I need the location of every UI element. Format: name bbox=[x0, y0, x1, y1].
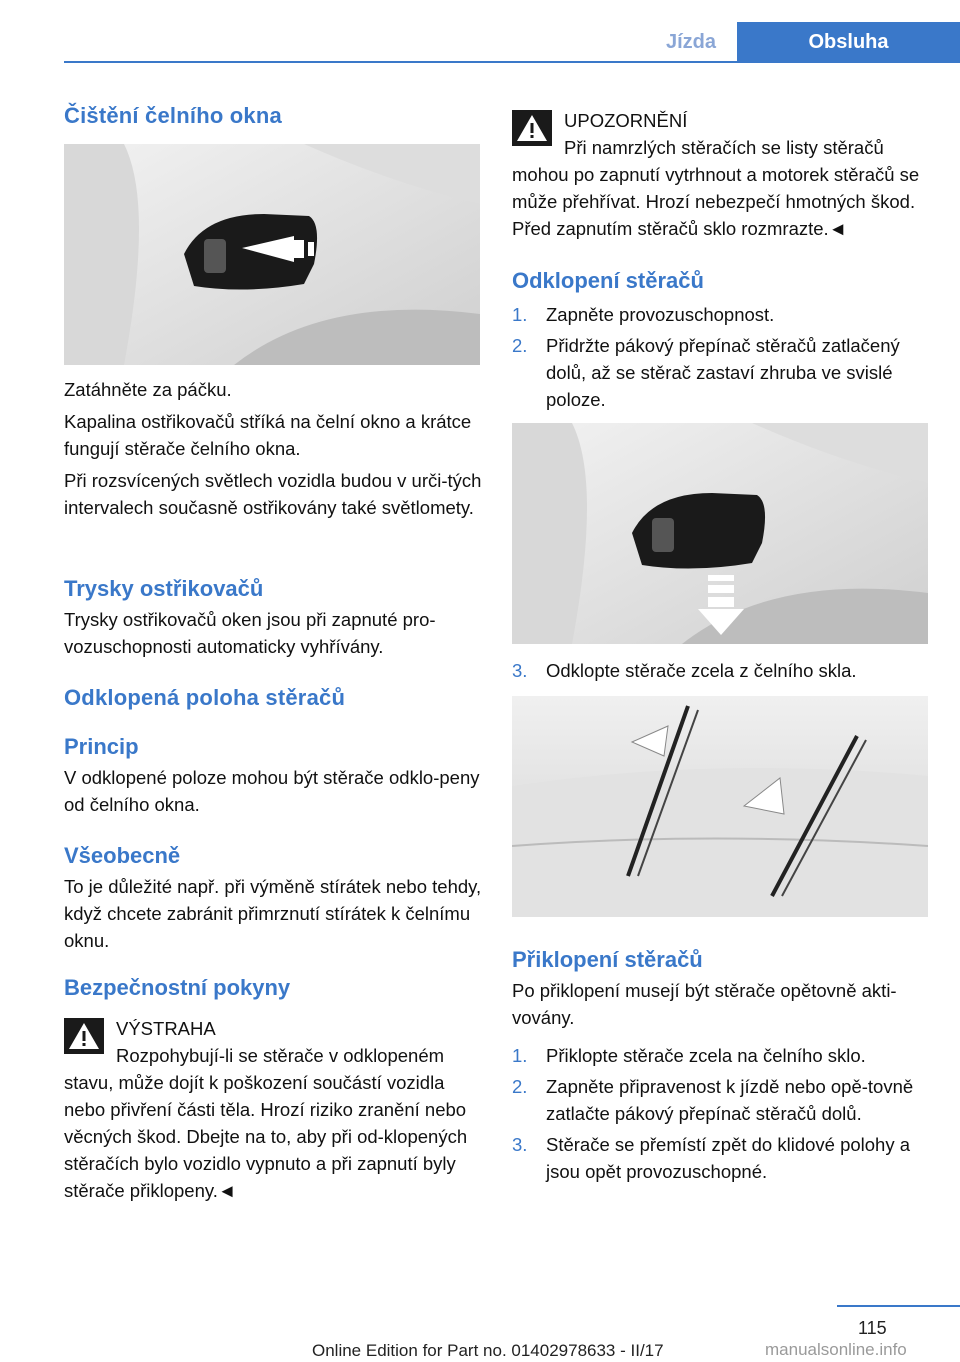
section-title-fold-out: Odklopení stěračů bbox=[512, 268, 704, 293]
section-title-principle: Princip bbox=[64, 734, 139, 759]
warning-label: VÝSTRAHA bbox=[116, 1018, 216, 1039]
tab-obsluha[interactable]: Obsluha bbox=[737, 22, 960, 63]
section-title-fold-in: Přiklopení stěračů bbox=[512, 947, 703, 972]
steps-fold-in bbox=[512, 1042, 930, 1185]
watermark: manualsonline.info bbox=[765, 1340, 907, 1359]
paragraph-pull-lever: Zatáhněte za páčku. bbox=[64, 379, 232, 400]
tab-jizda[interactable]: Jízda bbox=[645, 22, 737, 63]
footer-rule bbox=[837, 1305, 960, 1307]
header-rule bbox=[64, 61, 960, 63]
paragraph-nozzles: Trysky ostřikovačů oken jsou při zapnuté pro-vozuschopnosti automaticky vyhřívány. bbox=[64, 609, 436, 657]
list-item: 1. Přiklopte stěrače zcela na čelního sklo. bbox=[512, 1045, 866, 1066]
page-number: 115 bbox=[858, 1318, 887, 1338]
footer-edition: Online Edition for Part no. 01402978633 - II/17 bbox=[312, 1341, 664, 1360]
list-item: 2. Zapněte připravenost k jízdě nebo opě-tovně zatlačte pákový přepínač stěračů dolů. bbox=[512, 1076, 914, 1124]
paragraph-washer-fluid: Kapalina ostřikovačů stříká na čelní okno a krátce fungují stěrače čelního okna. bbox=[64, 411, 472, 459]
figure-lever-push-down bbox=[512, 423, 928, 644]
figure-wipers-folded bbox=[512, 696, 928, 917]
list-item: 3. Odklopte stěrače zcela z čelního skla. bbox=[512, 660, 857, 681]
paragraph-principle: V odklopené poloze mohou být stěrače odklo-peny od čelního okna. bbox=[64, 767, 480, 815]
paragraph-fold-in: Po přiklopení musejí být stěrače opětovně akti-vovány. bbox=[512, 980, 897, 1028]
list-item: 2. Přidržte pákový přepínač stěračů zatlačený dolů, až se stěrač zastaví zhruba ve svislé poloze. bbox=[512, 335, 900, 410]
paragraph-general: To je důležité např. při výměně stírátek nebo tehdy, když chcete zabránit přimrznutí stírátek k čelnímu oknu. bbox=[64, 876, 482, 951]
steps-fold-out bbox=[512, 301, 930, 413]
caution-label: UPOZORNĚNÍ bbox=[564, 110, 688, 131]
caution-text: Při namrzlých stěračích se listy stěračů mohou po zapnutí vytrhnout a motorek stěračů se může přehřívat. Hrozí nebezpečí hmotných škod. Před zapnutím stěračů sklo rozmrazte.◄ bbox=[512, 137, 920, 239]
figure-washer-lever bbox=[64, 144, 480, 365]
list-item: 1. Zapněte provozuschopnost. bbox=[512, 304, 775, 325]
section-title-cleaning: Čištění čelního okna bbox=[64, 103, 282, 128]
section-title-folded-position: Odklopená poloha stěračů bbox=[64, 685, 346, 710]
section-title-general: Všeobecně bbox=[64, 843, 181, 868]
list-item: 3. Stěrače se přemístí zpět do klidové polohy a jsou opět provozuschopné. bbox=[512, 1134, 911, 1182]
section-title-nozzles: Trysky ostřikovačů bbox=[64, 576, 264, 601]
warning-text: Rozpohybují-li se stěrače v odklopeném stavu, může dojít k poškození součástí vozidla nebo přivření části těla. Hrozí riziko zranění nebo věcných škod. Dbejte na to, aby při od-klopených stěračích bylo vozidlo vypnuto a při zapnutí byly stěrače přiklopeny.◄ bbox=[64, 1045, 468, 1201]
paragraph-headlights: Při rozsvícených světlech vozidla budou v urči-tých intervalech současně ostřikovány také světlomety. bbox=[64, 470, 482, 518]
section-title-safety: Bezpečnostní pokyny bbox=[64, 975, 291, 1000]
